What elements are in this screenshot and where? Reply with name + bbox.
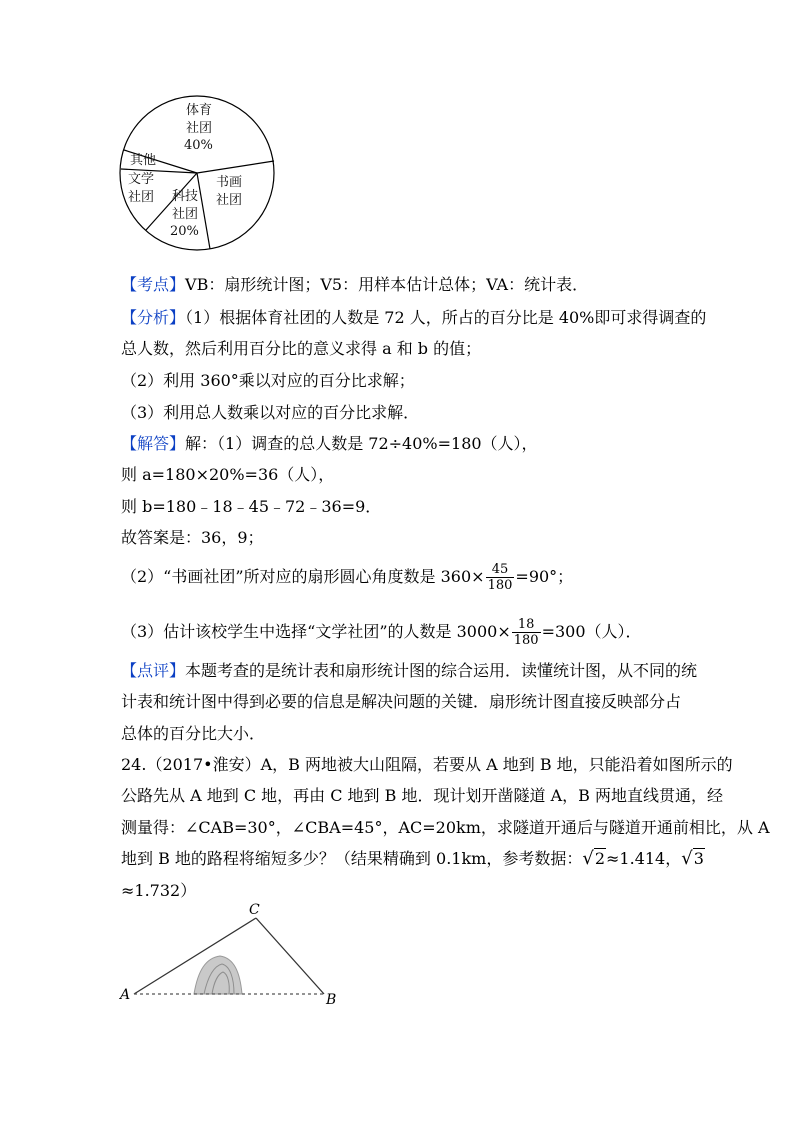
vertex-label-c: C <box>249 902 260 918</box>
jieda-tag: 【解答】 <box>121 434 186 453</box>
fraction-18-180 <box>512 617 541 648</box>
fenxi-line-2: 总人数，然后利用百分比的意义求得 a 和 b 的值； <box>121 339 482 358</box>
pie-label-sport-2: 社团 <box>186 121 213 136</box>
fraction-45-180 <box>486 562 515 593</box>
fenxi-line-4: （3）利用总人数乘以对应的百分比求解． <box>121 403 420 422</box>
kaodian-text: VB：扇形统计图；V5：用样本估计总体；VA：统计表． <box>185 275 589 294</box>
pie-label-tech-1: 科技 <box>172 189 199 204</box>
jieda-text-5-pre: （2）“书画社团”所对应的扇形圆心角度数是 360× <box>121 567 485 586</box>
sqrt-argument: 2 <box>594 849 606 868</box>
fenxi-tag: 【分析】 <box>121 308 186 327</box>
question-24-line-1: 24.（2017•淮安）A，B 两地被大山阻隔，若要从 A 地到 B 地，只能沿着如图所示的 <box>121 755 733 774</box>
pie-label-tech-pct: 20% <box>170 224 199 239</box>
pie-label-tech-2: 社团 <box>172 207 199 222</box>
question-24-line-3: 测量得：∠CAB=30°，∠CBA=45°，AC=20km，求隧道开通后与隧道开通前相比，从 A <box>121 818 770 837</box>
radical-sign: √ <box>681 848 693 869</box>
question-24-text-4-mid: ≈1.414， <box>606 849 682 868</box>
pie-label-lit-2: 社团 <box>128 190 155 205</box>
sqrt-2 <box>582 849 606 869</box>
dianping-line-2: 计表和统计图中得到必要的信息是解决问题的关键．扇形统计图直接反映部分占 <box>121 692 682 711</box>
mountain-shape <box>194 956 242 994</box>
question-24-text-4-pre: 地到 B 地的路程将缩短多少？（结果精确到 0.1km，参考数据： <box>121 849 583 868</box>
pie-label-other: 其他 <box>130 153 157 168</box>
dianping-text-1: 本题考查的是统计表和扇形统计图的综合运用．读懂统计图，从不同的统 <box>185 661 698 680</box>
sqrt-argument: 3 <box>693 849 704 868</box>
question-24-line-2: 公路先从 A 地到 C 地，再由 C 地到 B 地．现计划开凿隧道 A，B 两地直线贯通，经 <box>121 786 723 805</box>
pie-label-sport-1: 体育 <box>186 103 213 118</box>
jieda-line-6 <box>121 617 642 648</box>
fenxi-line-3: （2）利用 360°乘以对应的百分比求解； <box>121 371 415 390</box>
jieda-line-4: 故答案是：36，9； <box>121 528 264 547</box>
pie-chart <box>118 94 278 254</box>
fenxi-text-1: （1）根据体育社团的人数是 72 人，所占的百分比是 40%即可求得调查的 <box>185 308 707 327</box>
radical-sign: √ <box>582 848 594 869</box>
question-24-line-4 <box>121 849 705 869</box>
pie-label-art-1: 书画 <box>216 175 243 190</box>
fraction-numerator: 18 <box>512 617 541 633</box>
jieda-line-2: 则 a=180×20%=36（人）， <box>121 465 335 484</box>
jieda-text-5-post: =90°； <box>515 567 574 586</box>
pie-label-art-2: 社团 <box>216 193 243 208</box>
dianping-tag: 【点评】 <box>121 661 186 680</box>
pie-label-sport-pct: 40% <box>184 138 213 153</box>
vertex-label-a: A <box>120 987 131 1003</box>
jieda-line-1 <box>121 434 538 454</box>
fraction-denominator: 180 <box>487 578 513 593</box>
fraction-denominator: 180 <box>513 633 539 648</box>
vertex-label-b: B <box>326 992 337 1008</box>
fenxi-line-1 <box>121 308 706 328</box>
sqrt-3 <box>681 849 705 869</box>
jieda-line-5 <box>121 562 573 593</box>
jieda-text-6-post: =300（人）． <box>541 622 642 641</box>
triangle-figure <box>110 900 350 1010</box>
kaodian-line <box>121 275 588 295</box>
fraction-numerator: 45 <box>486 562 515 578</box>
question-24-line-5: ≈1.732） <box>121 881 197 900</box>
road-cb <box>256 918 324 994</box>
jieda-text-6-pre: （3）估计该校学生中选择“文学社团”的人数是 3000× <box>121 622 511 641</box>
dianping-line-3: 总体的百分比大小． <box>121 724 266 743</box>
jieda-line-3: 则 b=180﹣18﹣45﹣72﹣36=9． <box>121 497 382 516</box>
dianping-line-1 <box>121 661 697 681</box>
jieda-text-1: 解：（1）调查的总人数是 72÷40%=180（人）， <box>185 434 538 453</box>
pie-label-lit-1: 文学 <box>128 172 155 187</box>
kaodian-tag: 【考点】 <box>121 275 186 294</box>
